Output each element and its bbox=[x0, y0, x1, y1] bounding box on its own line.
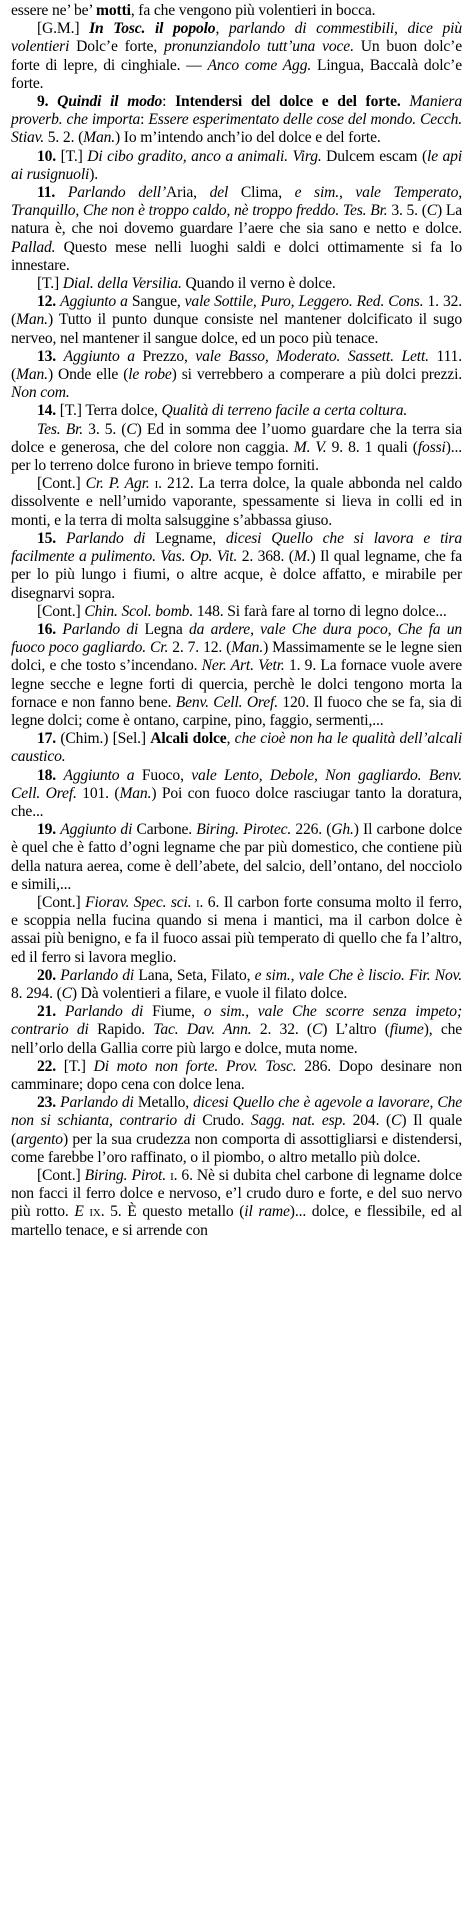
paragraph-lead: 15. bbox=[37, 529, 66, 547]
text-run: ) Onde elle ( bbox=[47, 366, 129, 384]
text-run: Legname, bbox=[145, 529, 226, 547]
text-run: e sim., vale bbox=[294, 184, 381, 202]
text-run: fossi bbox=[417, 438, 446, 456]
text-run: ). bbox=[89, 165, 98, 183]
paragraph-lead: 20. bbox=[37, 966, 61, 984]
paragraph-lead: Tes. Br. bbox=[37, 420, 84, 438]
text-run: E bbox=[74, 1203, 84, 1221]
text-run: parlando di commestibili, dice più volentieri bbox=[11, 20, 462, 56]
text-run: i. bbox=[154, 475, 162, 493]
text-run: Alcali dolce bbox=[150, 730, 227, 748]
entry-paragraph bbox=[11, 1003, 462, 1058]
text-run: C bbox=[426, 202, 438, 220]
text-run: Crudo. bbox=[195, 1112, 251, 1130]
text-run: Fir. Nov. bbox=[409, 966, 462, 984]
text-run: , bbox=[215, 20, 229, 38]
text-run: Un buon dolc’e forte di lepre, di cinghiale. — bbox=[11, 38, 462, 74]
entry-paragraph bbox=[11, 20, 462, 93]
text-run bbox=[421, 767, 428, 784]
text-run: ) Tutto il punto dunque consiste nel mantener dolcificato il sugo nerveo, nel mantener il sangue dolce, ed un poco più tenace. bbox=[11, 311, 462, 347]
text-run: le robe bbox=[128, 366, 172, 384]
text-run: i. bbox=[196, 893, 204, 911]
text-run: 1. 9. La fornace vuole avere legne secche e legne forti di quercia, perchè le dolci tengono morta la fornace e non fanno bene. bbox=[11, 657, 462, 711]
text-run: 2. 368. ( bbox=[237, 548, 294, 566]
text-run: : bbox=[162, 93, 176, 111]
entry-paragraph bbox=[11, 148, 462, 184]
paragraph-lead: 22. bbox=[37, 1057, 64, 1075]
entry-paragraph bbox=[11, 348, 462, 403]
paragraph-lead: [G.M.] bbox=[37, 20, 90, 38]
paragraph-lead: 17. bbox=[37, 730, 61, 748]
text-run: Parlando di bbox=[62, 620, 139, 638]
text-run: o sim., vale Che scorre senza impeto; contrario di bbox=[11, 1003, 462, 1039]
text-run: ) Poi con fuoco dolce rasciugar tanto la doratura, che... bbox=[11, 784, 462, 820]
text-run: (Chim.) [Sel.] bbox=[60, 730, 151, 748]
text-run: Non com. bbox=[11, 384, 70, 402]
text-run: , fa che vengono più volentieri in bocca. bbox=[130, 2, 376, 19]
text-run: Sagg. nat. esp. bbox=[250, 1112, 346, 1130]
text-run bbox=[381, 184, 394, 201]
text-run: Sassett. Lett. bbox=[347, 347, 429, 365]
text-run: Di cibo gradito, anco a animali. bbox=[87, 147, 288, 165]
text-run: Aggiunto di bbox=[60, 821, 133, 839]
text-run: ) si verrebbero a comperare a più dolci prezzi. bbox=[171, 366, 462, 384]
entry-paragraph bbox=[11, 421, 462, 476]
text-run: Man. bbox=[83, 129, 116, 147]
text-run: Parlando di bbox=[60, 966, 135, 984]
text-run: 8. 294. ( bbox=[11, 984, 62, 1002]
text-run: In Tosc. il popolo bbox=[89, 20, 216, 38]
text-run: , bbox=[226, 730, 235, 748]
text-run bbox=[218, 1058, 226, 1075]
text-run: C bbox=[311, 1021, 323, 1039]
paragraph-lead: 16. bbox=[37, 620, 63, 638]
text-run: Red. Cons. bbox=[356, 293, 424, 311]
text-run: vale Lento, Debole, Non gagliardo. bbox=[191, 766, 422, 784]
text-run: motti bbox=[96, 2, 131, 19]
text-run: : bbox=[140, 111, 149, 129]
text-run: Clima, bbox=[228, 184, 295, 202]
entry-paragraph bbox=[11, 475, 462, 530]
paragraph-lead: 23. bbox=[37, 1094, 61, 1112]
text-run: Biring. Pirot. bbox=[84, 1167, 166, 1184]
paragraph-lead: [T.] bbox=[37, 275, 63, 293]
text-run: Pallad. bbox=[11, 238, 56, 256]
text-run: ) Io m’intendo anch’io del dolce e del forte. bbox=[115, 129, 381, 147]
text-run: Benv. Cell. Oref. bbox=[11, 766, 462, 802]
text-run: Maniera proverb. che importa bbox=[11, 93, 462, 129]
paragraph-lead: [Cont.] bbox=[37, 475, 86, 493]
text-run: C bbox=[61, 984, 72, 1002]
text-run: Essere esperimentato delle cose del mondo. bbox=[148, 111, 416, 129]
text-run: dicesi Quello che è agevole a lavorare, Che non si schianta, contrario di bbox=[11, 1094, 463, 1130]
text-run: ) L’altro ( bbox=[322, 1021, 390, 1039]
text-run: Rapido. bbox=[88, 1021, 154, 1039]
paragraph-lead: 19. bbox=[37, 821, 61, 839]
text-run: [T.] Terra dolce, bbox=[59, 402, 162, 420]
text-run: Cr. bbox=[150, 639, 169, 657]
text-run: ), che nell’orlo della Gallia corre più largo e dolce, muta nome. bbox=[11, 1021, 463, 1057]
text-run: 9. 8. 1 quali ( bbox=[326, 438, 418, 456]
entry-paragraph bbox=[11, 1167, 462, 1240]
text-run: 212. La terra dolce, la quale abbonda nel caldo dissolvente e nell’umido vaporante, spessamente si lieva in colli ed in monti, e la terra di molta salsuggine s’abbassa giuso. bbox=[11, 475, 462, 529]
entry-paragraph bbox=[11, 293, 462, 348]
entry-paragraph bbox=[11, 275, 462, 293]
paragraph-lead: 12. bbox=[37, 293, 61, 311]
text-run: fiume bbox=[389, 1021, 424, 1039]
text-run: Man. bbox=[16, 311, 48, 329]
text-run: le api ai rusignuoli bbox=[11, 147, 463, 183]
text-run: Tes. Br. bbox=[342, 202, 388, 220]
text-run: Anco come Agg. bbox=[207, 56, 312, 74]
text-run: M. V. bbox=[293, 438, 327, 456]
text-run: ) per la sua crudezza non comporta di assottigliarsi e distendersi, come farebbe l’oro raffinato, o il piombo, o altro metallo più dolce. bbox=[11, 1130, 462, 1166]
paragraph-lead: 18. bbox=[37, 766, 64, 784]
entry-paragraph bbox=[11, 967, 462, 1003]
text-run: 148. Si farà fare al torno di legno dolce... bbox=[193, 602, 447, 620]
text-run: ) Dà volentieri a filare, e vuole il filato dolce. bbox=[71, 984, 348, 1002]
text-run: Prov. Tosc. bbox=[225, 1057, 297, 1075]
entry-paragraph bbox=[11, 821, 462, 894]
text-run: e sim., vale Che è liscio. bbox=[254, 966, 405, 984]
text-run: Fuoco, bbox=[134, 766, 192, 784]
text-run: Dial. della Versilia. bbox=[62, 275, 182, 293]
text-run: Di moto non forte. bbox=[93, 1057, 219, 1075]
text-run: Tac. Dav. Ann. bbox=[153, 1021, 252, 1039]
text-run: che cioè non ha le qualità dell’alcali caustico. bbox=[11, 730, 462, 766]
paragraph-lead: [Cont.] bbox=[37, 602, 85, 620]
entry-paragraph bbox=[11, 1094, 462, 1167]
text-run: 6. Nè si dubita chel carbone di legname dolce non facci il ferro dolce e nervoso, e’l crudo duro e forte, e del suo nervo più rotto. bbox=[11, 1167, 462, 1221]
text-run: ) Massimamente se le legne sien dolci, e che tosto s’incendano. bbox=[11, 639, 463, 675]
text-run: Legna bbox=[138, 620, 189, 638]
text-run: M. bbox=[293, 548, 311, 566]
text-run: Lana, Seta, Filato, bbox=[134, 966, 255, 984]
text-run: Qualità di terreno facile a certa coltura. bbox=[161, 402, 408, 420]
text-run: il rame bbox=[244, 1203, 290, 1221]
text-run: Intendersi del dolce e del forte. bbox=[175, 93, 401, 111]
entry-paragraph bbox=[11, 603, 462, 621]
text-run: 3. 5. ( bbox=[387, 202, 427, 220]
text-run: ) Il qual legname, che fa per lo più lungo i fiumi, o altre acque, è dolce affatto, e mirabile per disegnarvi sopra. bbox=[11, 548, 463, 602]
paragraph-lead: 21. bbox=[37, 1003, 65, 1021]
text-run: Temperato, Tranquillo, Che non è troppo caldo, nè troppo freddo. bbox=[11, 184, 462, 220]
text-run: Vas. Op. Vit. bbox=[160, 548, 238, 566]
text-run: Virg. bbox=[292, 147, 322, 165]
paragraph-lead: 9. bbox=[37, 93, 58, 111]
text-run: Quindi il modo bbox=[57, 93, 163, 111]
text-run: Fiume, bbox=[143, 1003, 204, 1021]
text-run: Man. bbox=[119, 784, 152, 802]
text-run: )... per lo terreno dolce furono in brieve tempo forniti. bbox=[11, 438, 463, 475]
text-run: Parlando dell’ bbox=[67, 184, 167, 202]
text-run: Man. bbox=[231, 639, 264, 657]
paragraph-lead: 13. bbox=[37, 347, 64, 365]
entry-paragraph bbox=[11, 767, 462, 822]
text-run: ) Il carbone dolce è quel che è fatto d’ogni legname che par più domestico, che contiene più della natura aerea, come è dell’abete, del salcio, dell’ontano, del nocciolo e simili,... bbox=[11, 821, 462, 893]
text-run: Carbone. bbox=[132, 821, 197, 839]
text-run: 286. Dopo desinare non camminare; dopo cena con dolce lena. bbox=[11, 1057, 462, 1093]
text-run: Aggiunto a bbox=[63, 766, 135, 784]
text-run: vale Sottile, Puro, Leggero. bbox=[184, 293, 353, 311]
text-run: C bbox=[391, 1112, 402, 1130]
text-run: 101. ( bbox=[76, 784, 120, 802]
text-run: essere ne’ be’ bbox=[11, 2, 97, 19]
entry-continuation bbox=[11, 2, 462, 20]
text-run: vale Basso, Moderato. bbox=[195, 347, 341, 365]
text-run: C bbox=[126, 420, 137, 438]
text-run: Parlando di bbox=[64, 1003, 144, 1021]
text-run: 226. ( bbox=[291, 821, 332, 839]
entry-paragraph bbox=[11, 730, 462, 766]
text-run: ix. bbox=[89, 1203, 105, 1221]
entry-paragraph bbox=[11, 894, 462, 967]
text-run: Quando il verno è dolce. bbox=[181, 275, 336, 293]
text-run: 5. È questo metallo ( bbox=[104, 1203, 245, 1221]
text-run: 120. Il fuoco che se fa, sia di legne dolci; come è ontano, carpine, pino, faggio, sermenti,... bbox=[11, 693, 462, 729]
entry-paragraph bbox=[11, 184, 462, 275]
entry-paragraph bbox=[11, 1058, 462, 1094]
text-run: )... dolce, e flessibile, ed al martello tenace, e si arrende con bbox=[11, 1203, 463, 1239]
text-run: dicesi Quello che si lavora e tira facilmente a pulimento. bbox=[11, 529, 462, 566]
text-run: 204. ( bbox=[345, 1112, 392, 1130]
text-run: pronunziandolo tutt’una voce. bbox=[164, 38, 354, 56]
text-run: del bbox=[209, 184, 229, 202]
text-run: Cecch. Stiav. bbox=[11, 111, 463, 147]
text-run: Aria, bbox=[166, 184, 210, 202]
text-run: Metallo, bbox=[133, 1094, 194, 1112]
text-run: argento bbox=[16, 1130, 63, 1148]
text-run: Chin. Scol. bomb. bbox=[84, 602, 194, 620]
text-run bbox=[340, 348, 348, 365]
text-run: Aggiunto a bbox=[60, 293, 128, 311]
text-run: Man. bbox=[16, 366, 48, 384]
text-run: Fiorav. Spec. sci. bbox=[85, 893, 192, 911]
paragraph-lead: [Cont.] bbox=[37, 1167, 85, 1184]
text-run: Dulcem escam ( bbox=[321, 147, 428, 165]
text-run: da ardere, vale Che dura poco, Che fa un fuoco poco gagliardo. bbox=[11, 620, 463, 657]
text-run: 2. 7. 12. ( bbox=[168, 639, 232, 657]
entry-paragraph bbox=[11, 93, 462, 148]
paragraph-lead: [Cont.] bbox=[37, 893, 86, 911]
text-run: Ner. Art. Vetr. bbox=[201, 657, 285, 675]
paragraph-lead: 11. bbox=[37, 184, 68, 202]
text-run: Parlando di bbox=[60, 1094, 134, 1112]
text-run: Cr. P. Agr. bbox=[85, 475, 150, 493]
text-run: Parlando di bbox=[65, 529, 146, 547]
text-run: 6. Il carbon forte consuma molto il ferro, e scoppia nella fucina quando si mena i mantici, ma il carbon dolce è assai più benigno, e fa il fuoco assai più temperato di quello che fa l’altro, ed il ferro si lavora meglio. bbox=[11, 893, 462, 966]
text-run: Dolc’e forte, bbox=[69, 38, 164, 56]
text-run: ) Ed in somma dee l’uomo guardare che la terra sia dolce e generosa, che del colore non caggia. bbox=[11, 420, 462, 456]
text-run: 3. 5. ( bbox=[83, 420, 127, 438]
text-run: 5. 2. ( bbox=[44, 129, 84, 147]
text-run: ) La natura è, che noi dovemo guardare l’aere che sia sano e netto e dolce. bbox=[11, 202, 462, 238]
paragraph-lead: 14. bbox=[37, 402, 60, 420]
text-run: Biring. Pirotec. bbox=[196, 821, 292, 839]
text-run: Gh. bbox=[331, 821, 354, 839]
entry-paragraph bbox=[11, 402, 462, 420]
text-run: Prezzo, bbox=[134, 347, 196, 365]
text-run: [T.] bbox=[60, 147, 88, 165]
text-run: Aggiunto a bbox=[63, 347, 135, 365]
text-run: 111. ( bbox=[11, 347, 463, 384]
text-run: Sangue, bbox=[127, 293, 185, 311]
text-run: 1. 32. ( bbox=[11, 293, 463, 329]
entry-paragraph bbox=[11, 530, 462, 603]
text-run: i. bbox=[170, 1167, 178, 1184]
paragraph-lead: 10. bbox=[37, 147, 61, 165]
text-run: Questo mese nelli luoghi saldi e dolci ottimamente si fa lo innestare. bbox=[11, 238, 462, 274]
text-run: Benv. Cell. Oref. bbox=[175, 693, 278, 711]
text-run: [T.] bbox=[63, 1057, 94, 1075]
text-run: ) Il quale ( bbox=[11, 1112, 462, 1148]
entry-paragraph bbox=[11, 621, 462, 730]
text-run: 2. 32. ( bbox=[251, 1021, 312, 1039]
text-run: Lingua, Baccalà dolc’e forte. bbox=[11, 56, 462, 92]
